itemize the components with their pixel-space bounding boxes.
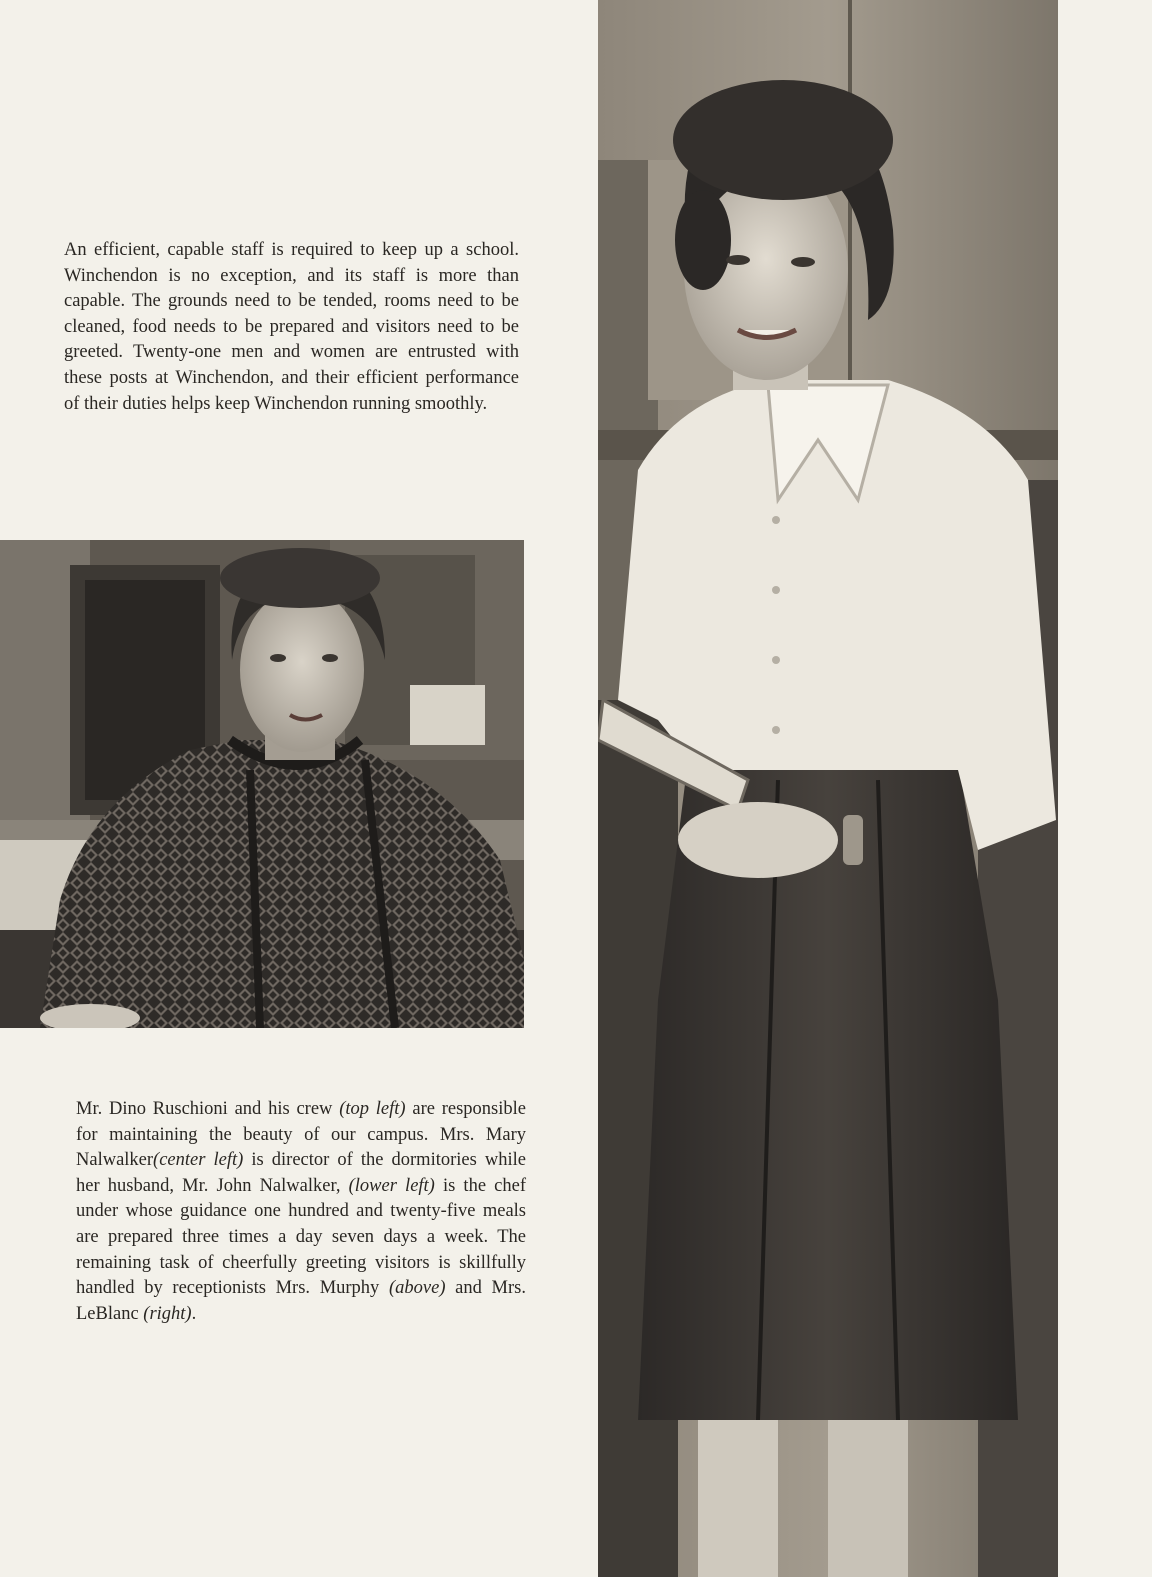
caption-text-3: is director of the dormitories while her husband, Mr. John Nalwalker,: [76, 1150, 526, 1196]
caption-text-5: and Mrs. LeBlanc: [76, 1278, 526, 1324]
caption-ref-top-left: (top left): [339, 1099, 406, 1119]
leblanc-photo-art: [598, 0, 1058, 1577]
caption-text-2: are responsible for maintaining the beauty of our campus. Mrs. Mary Nalwalker: [76, 1099, 526, 1171]
caption-ref-right: (right): [143, 1303, 192, 1324]
caption-ref-lower-left: (lower left): [348, 1175, 435, 1196]
murphy-photo-art: [0, 540, 524, 1028]
caption-ref-above: (above): [388, 1278, 446, 1299]
caption-text-1: Mr. Dino Ruschioni and his crew: [76, 1099, 340, 1119]
intro-paragraph: An efficient, capable staff is required to keep up a school. Winchendon is no exception, and its staff is more than capable. The grounds need to be tended, rooms need to be cleaned, food needs to be prepared and visitors need to be greeted. Twenty-one men and women are entrusted with these posts at Winchendon, and their efficient performance of their duties helps keep Winchendon running smoothly.: [64, 240, 519, 414]
caption-paragraph: [76, 1097, 526, 1327]
photo-mrs-leblanc: [598, 0, 1058, 1577]
caption-text-4: is the chef under whose guidance one hundred and twenty-five meals are prepared three times a day seven days a week. The remaining task of cheerfully greeting visitors is skillfully handled by receptionists Mrs. Murphy: [76, 1175, 526, 1299]
caption-text-6: .: [191, 1303, 197, 1324]
photo-mrs-murphy: [0, 540, 524, 1028]
caption-ref-center-left: (center left): [153, 1150, 244, 1171]
page-margin-right: [1058, 0, 1152, 1577]
